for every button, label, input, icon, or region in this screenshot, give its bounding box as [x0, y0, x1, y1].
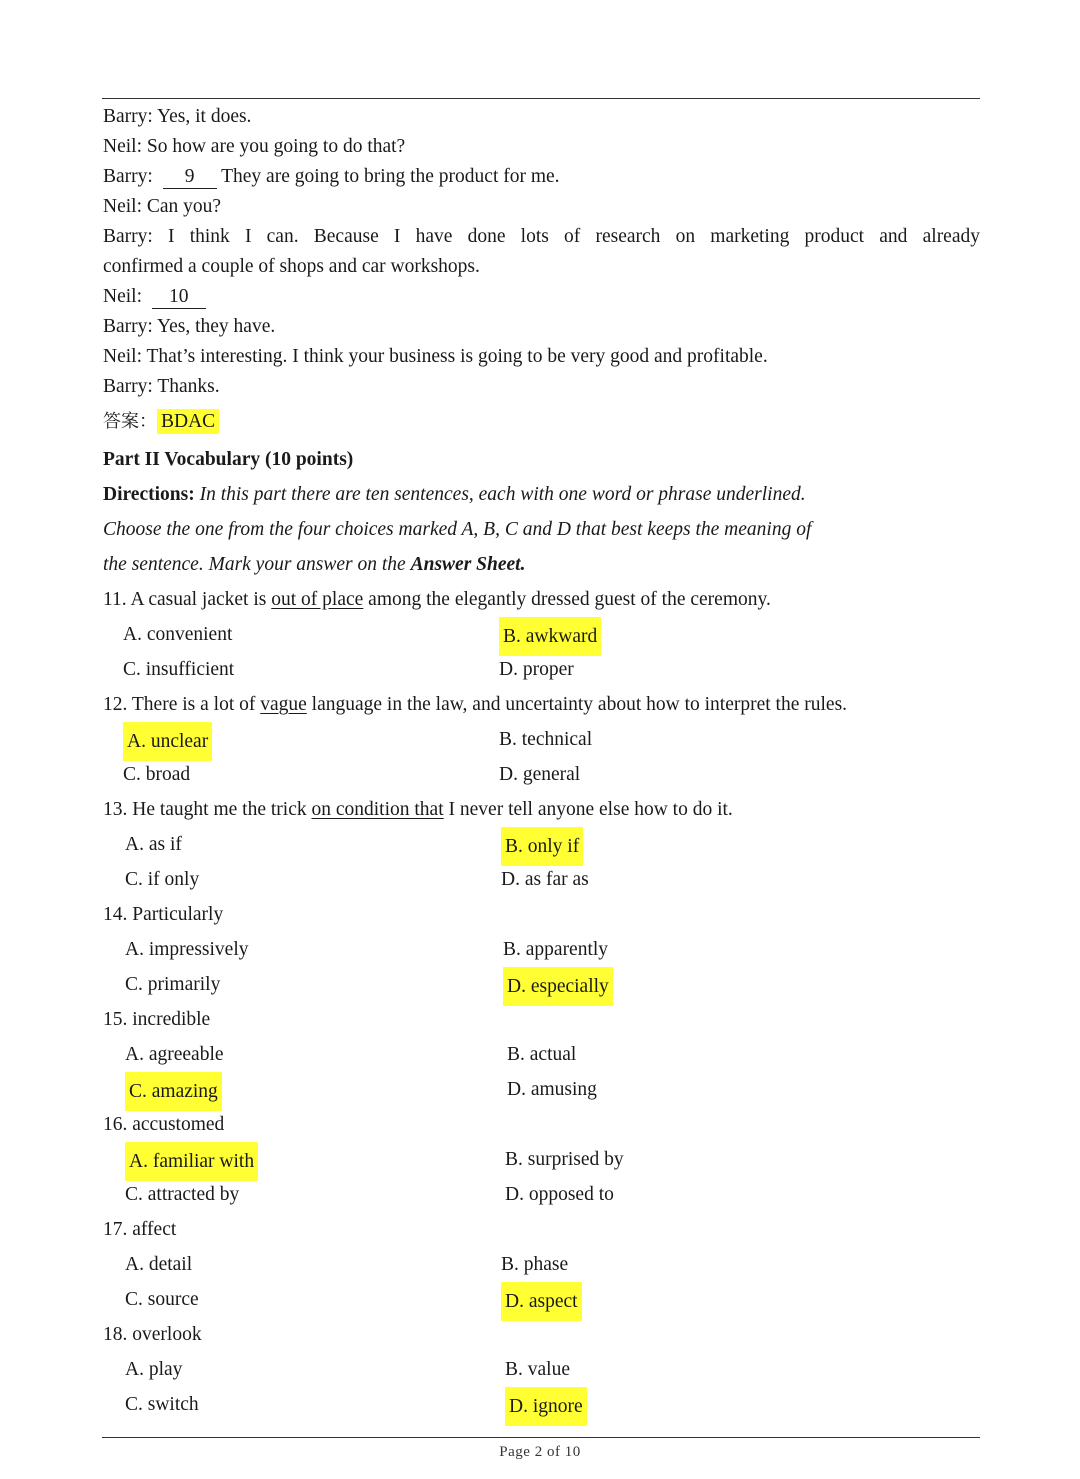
- utterance: They are going to bring the product for me.: [216, 166, 560, 187]
- question-15: [103, 1002, 980, 1107]
- utterance: I think I can. Because I have done lots of research on marketing product and already: [152, 226, 980, 247]
- speaker: Barry:: [103, 106, 153, 127]
- dialogue-line: [103, 162, 980, 192]
- speaker: Barry:: [103, 316, 153, 337]
- utterance-continued: confirmed a couple of shops and car workshops.: [103, 256, 480, 277]
- question-12: [103, 687, 980, 792]
- answer-label: 答案：: [103, 411, 157, 432]
- directions-line: [103, 547, 980, 582]
- question-list: [103, 582, 980, 1422]
- dialogue-line: [103, 312, 980, 342]
- answer-sheet-emphasis: Answer Sheet: [410, 554, 521, 575]
- option-row: [103, 1142, 980, 1177]
- question-13: [103, 792, 980, 897]
- directions-text: the sentence. Mark your answer on the: [103, 554, 411, 575]
- section-heading: Part II Vocabulary (10 points): [103, 449, 354, 470]
- directions: [103, 477, 980, 582]
- dialogue-line: [103, 282, 980, 312]
- question-stem: [103, 897, 980, 932]
- question-11: [103, 582, 980, 687]
- option-c: C. switch: [125, 1394, 199, 1415]
- option-row: [103, 1387, 980, 1422]
- option-d: D. as far as: [501, 869, 589, 890]
- utterance: Thanks.: [152, 376, 220, 397]
- speaker: Neil:: [103, 286, 142, 307]
- underlined-phrase: on condition that: [311, 799, 444, 820]
- speaker: Barry:: [103, 376, 153, 397]
- option-d: D. proper: [499, 659, 574, 680]
- option-c-answer-highlight: C. amazing: [125, 1072, 222, 1111]
- utterance: So how are you going to do that?: [142, 136, 406, 157]
- question-text: 12. There is a lot of: [103, 694, 261, 715]
- option-d: D. opposed to: [505, 1184, 614, 1205]
- dialogue: [103, 102, 980, 402]
- option-b: B. actual: [507, 1044, 577, 1065]
- dialogue-line: [103, 102, 980, 132]
- option-b: B. surprised by: [505, 1149, 624, 1170]
- option-row: [103, 617, 980, 652]
- question-stem: [103, 792, 980, 827]
- dialogue-line-continued: [103, 252, 980, 282]
- utterance: Yes, it does.: [152, 106, 252, 127]
- option-a: A. impressively: [125, 939, 249, 960]
- option-row: [103, 967, 980, 1002]
- question-text: 18. overlook: [103, 1324, 202, 1345]
- option-row: [103, 1072, 980, 1107]
- question-stem: [103, 687, 980, 722]
- option-row: [103, 862, 980, 897]
- blank-10: 10: [152, 286, 206, 309]
- question-text: 13. He taught me the trick: [103, 799, 312, 820]
- option-a: A. as if: [125, 834, 182, 855]
- option-c: C. broad: [123, 764, 191, 785]
- dialogue-line: [103, 132, 980, 162]
- option-b: B. technical: [499, 729, 593, 750]
- question-text: 17. affect: [103, 1219, 177, 1240]
- dialogue-line: [103, 222, 980, 252]
- question-17: [103, 1212, 980, 1317]
- option-row: [103, 722, 980, 757]
- page-number: Page 2 of 10: [499, 1444, 581, 1460]
- option-a-answer-highlight: A. unclear: [123, 722, 212, 761]
- option-d-answer-highlight: D. especially: [503, 967, 613, 1006]
- question-16: [103, 1107, 980, 1212]
- option-c: C. if only: [125, 869, 200, 890]
- question-text: language in the law, and uncertainty about how to interpret the rules.: [306, 694, 848, 715]
- speaker: Neil:: [103, 196, 142, 217]
- directions-line: [103, 512, 980, 547]
- option-a-answer-highlight: A. familiar with: [125, 1142, 258, 1181]
- directions-label: Directions:: [103, 484, 195, 505]
- option-d: D. amusing: [507, 1079, 597, 1100]
- option-row: [103, 1037, 980, 1072]
- option-row: [103, 652, 980, 687]
- question-stem: [103, 1107, 980, 1142]
- question-text: 11. A casual jacket is: [103, 589, 272, 610]
- option-c: C. primarily: [125, 974, 221, 995]
- option-b: B. value: [505, 1359, 570, 1380]
- question-18: [103, 1317, 980, 1422]
- question-text: 14. Particularly: [103, 904, 224, 925]
- utterance: That’s interesting. I think your business is going to be very good and profitable.: [142, 346, 768, 367]
- speaker: Neil:: [103, 346, 142, 367]
- option-a: A. detail: [125, 1254, 193, 1275]
- option-row: [103, 1352, 980, 1387]
- speaker: Neil:: [103, 136, 142, 157]
- option-d-answer-highlight: D. ignore: [505, 1387, 587, 1426]
- option-b: B. phase: [501, 1254, 569, 1275]
- directions-text: Choose the one from the four choices marked A, B, C and D that best keeps the meaning of: [103, 519, 812, 540]
- utterance: Yes, they have.: [152, 316, 276, 337]
- dialogue-line: [103, 192, 980, 222]
- option-c: C. source: [125, 1289, 199, 1310]
- question-stem: [103, 582, 980, 617]
- question-stem: [103, 1002, 980, 1037]
- option-row: [103, 1247, 980, 1282]
- option-b-answer-highlight: B. only if: [501, 827, 583, 866]
- option-d: D. general: [499, 764, 581, 785]
- option-a: A. play: [125, 1359, 183, 1380]
- speaker: Barry:: [103, 226, 153, 247]
- option-c: C. insufficient: [123, 659, 235, 680]
- question-text: among the elegantly dressed guest of the ceremony.: [363, 589, 771, 610]
- directions-text: In this part there are ten sentences, each with one word or phrase underlined.: [194, 484, 806, 505]
- option-d-answer-highlight: D. aspect: [501, 1282, 582, 1321]
- question-14: [103, 897, 980, 1002]
- question-text: I never tell anyone else how to do it.: [443, 799, 733, 820]
- question-stem: [103, 1212, 980, 1247]
- option-b: B. apparently: [503, 939, 609, 960]
- dialogue-line: [103, 372, 980, 402]
- header-rule: [102, 98, 980, 99]
- option-row: [103, 757, 980, 792]
- option-row: [103, 827, 980, 862]
- speaker: Barry:: [103, 166, 153, 187]
- option-c: C. attracted by: [125, 1184, 240, 1205]
- option-row: [103, 1282, 980, 1317]
- underlined-phrase: out of place: [271, 589, 364, 610]
- directions-text: .: [520, 554, 526, 575]
- answer-key: [103, 404, 980, 440]
- directions-line: [103, 477, 980, 512]
- option-b-answer-highlight: B. awkward: [499, 617, 601, 656]
- question-text: 16. accustomed: [103, 1114, 225, 1135]
- question-stem: [103, 1317, 980, 1352]
- underlined-phrase: vague: [260, 694, 307, 715]
- question-text: 15. incredible: [103, 1009, 211, 1030]
- option-row: [103, 1177, 980, 1212]
- footer-rule: [102, 1437, 980, 1438]
- blank-9: 9: [163, 166, 217, 189]
- option-a: A. agreeable: [125, 1044, 224, 1065]
- dialogue-line: [103, 342, 980, 372]
- utterance: Can you?: [142, 196, 222, 217]
- option-a: A. convenient: [123, 624, 233, 645]
- page-content: [103, 102, 980, 1422]
- answer-value: BDAC: [157, 409, 219, 434]
- option-row: [103, 932, 980, 967]
